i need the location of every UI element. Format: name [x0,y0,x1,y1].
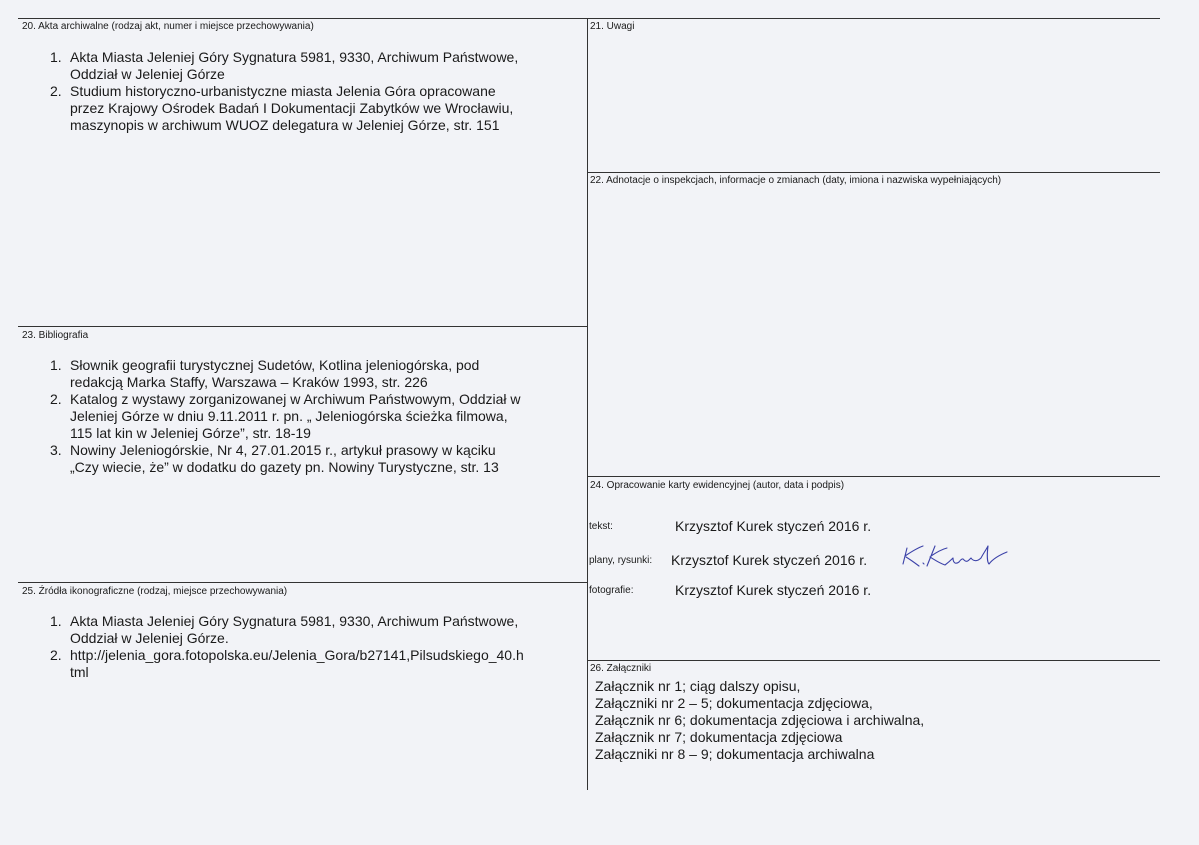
section-23-header: 23. Bibliografia [22,330,89,341]
item-number: 1. [50,49,62,65]
attachment-line: Załączniki nr 8 – 9; dokumentacja archiwalna [595,746,875,762]
item-line: http://jelenia_gora.fotopolska.eu/Jelenia_Gora/b27141,Pilsudskiego_40.h [70,647,524,663]
attachment-line: Załącznik nr 6; dokumentacja zdjęciowa i archiwalna, [595,712,925,728]
section-22-header: 22. Adnotacje o inspekcjach, informacje o zmianach (daty, imiona i nazwiska wypełniających) [590,175,1002,186]
section-20-list [22,49,582,134]
divider-26 [588,660,1160,661]
list-item [22,442,582,476]
item-line: redakcją Marka Staffy, Warszawa – Kraków 1993, str. 226 [70,374,428,390]
item-line: Akta Miasta Jeleniej Góry Sygnatura 5981, 9330, Archiwum Państwowe, [70,49,519,65]
item-number: 3. [50,442,62,458]
item-number: 2. [50,647,62,663]
list-item [22,357,582,391]
author-fotografie: Krzysztof Kurek styczeń 2016 r. [675,582,872,598]
label-tekst: tekst: [589,521,613,532]
divider-23 [18,326,587,327]
item-number: 1. [50,357,62,373]
item-line: Nowiny Jeleniogórskie, Nr 4, 27.01.2015 r., artykuł prasowy w kąciku [70,442,496,458]
item-line: Słownik geografii turystycznej Sudetów, Kotlina jeleniogórska, pod [70,357,480,373]
item-line: Akta Miasta Jeleniej Góry Sygnatura 5981, 9330, Archiwum Państwowe, [70,613,519,629]
item-line: Jeleniej Górze w dniu 9.11.2011 r. pn. „ Jeleniogórska ścieżka filmowa, [70,408,508,424]
item-line: 115 lat kin w Jeleniej Górze”, str. 18-19 [70,425,311,441]
attachments-list [595,678,924,763]
section-25-header: 25. Źródła ikonograficzne (rodzaj, miejsce przechowywania) [22,586,288,597]
list-item [22,83,582,134]
item-number: 2. [50,391,62,407]
item-line: Katalog z wystawy zorganizowanej w Archiwum Państwowym, Oddział w [70,391,521,407]
section-20-header: 20. Akta archiwalne (rodzaj akt, numer i miejsce przechowywania) [22,21,314,32]
item-line: tml [70,664,89,680]
item-line: Studium historyczno-urbanistyczne miasta Jelenia Góra opracowane [70,83,496,99]
divider-25 [18,582,587,583]
item-line: Oddział w Jeleniej Górze [70,66,225,82]
label-plany: plany, rysunki: [589,555,653,566]
item-line: Oddział w Jeleniej Górze. [70,630,229,646]
top-border [18,18,1160,19]
divider-24 [588,476,1160,477]
author-plany: Krzysztof Kurek styczeń 2016 r. [671,552,868,568]
attachment-line: Załącznik nr 1; ciąg dalszy opisu, [595,678,801,694]
item-line: „Czy wiecie, że” w dodatku do gazety pn. Nowiny Turystyczne, str. 13 [70,459,499,475]
item-line: maszynopis w archiwum WUOZ delegatura w Jeleniej Górze, str. 151 [70,117,500,133]
item-number: 1. [50,613,62,629]
section-21-header: 21. Uwagi [590,21,635,32]
item-line: przez Krajowy Ośrodek Badań I Dokumentacji Zabytków we Wrocławiu, [70,100,514,116]
section-26-header: 26. Załączniki [590,663,652,674]
label-fotografie: fotografie: [589,585,634,596]
attachment-line: Załącznik nr 7; dokumentacja zdjęciowa [595,729,843,745]
list-item [22,613,582,647]
item-number: 2. [50,83,62,99]
section-24-header: 24. Opracowanie karty ewidencyjnej (autor, data i podpis) [590,480,845,491]
signature-icon [897,540,1012,570]
column-divider [587,18,588,790]
section-23-list [22,357,582,476]
list-item [22,49,582,83]
divider-22 [588,172,1160,173]
list-item [22,391,582,442]
section-25-list [22,613,582,681]
attachment-line: Załączniki nr 2 – 5; dokumentacja zdjęciowa, [595,695,873,711]
author-tekst: Krzysztof Kurek styczeń 2016 r. [675,518,872,534]
list-item [22,647,582,681]
